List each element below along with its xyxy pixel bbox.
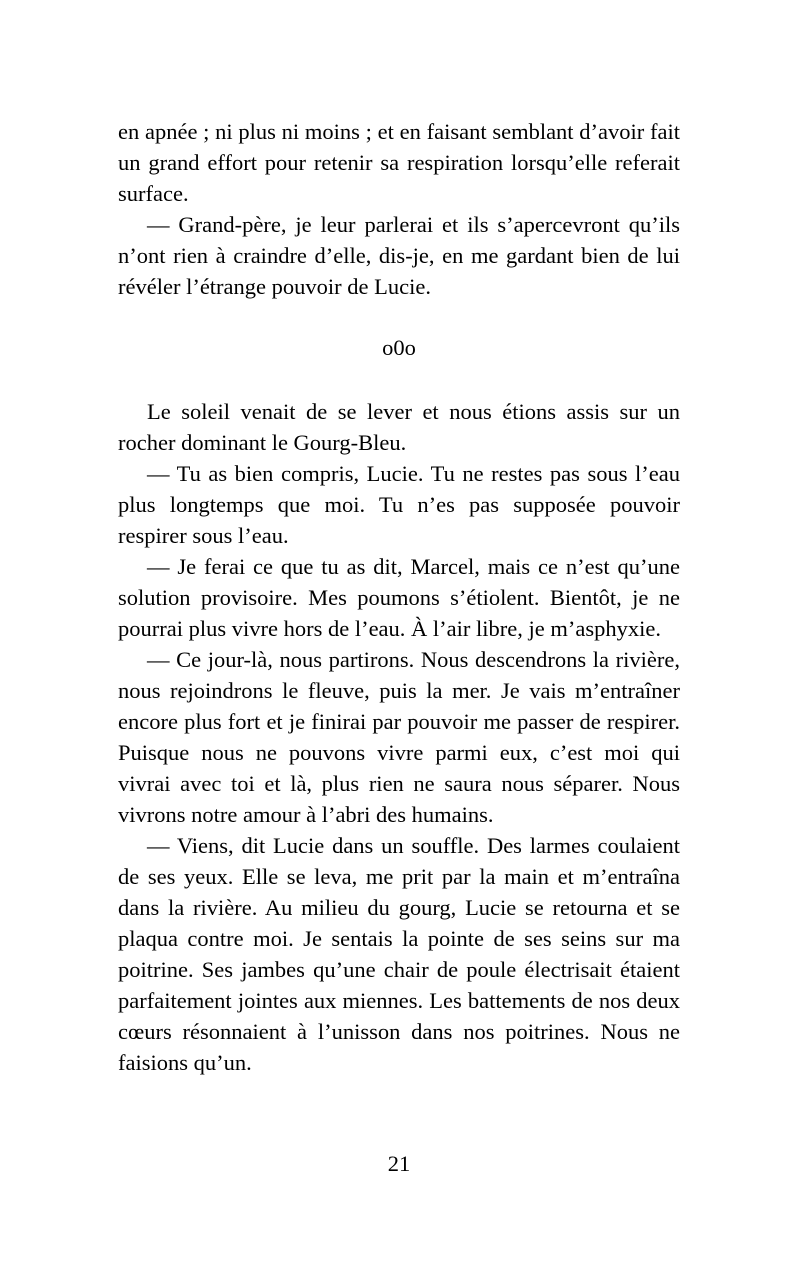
dialogue-paragraph: — Grand-père, je leur parlerai et ils s’apercevront qu’ils n’ont rien à craindre d’elle, dis-je, en me gardant bien de lui révéler l’étrange pouvoir de Lucie. [118, 212, 680, 299]
dialogue-paragraph: — Tu as bien compris, Lucie. Tu ne restes pas sous l’eau plus longtemps que moi. Tu n’es pas supposée pouvoir respirer sous l’eau. [118, 461, 680, 548]
paragraph: en apnée ; ni plus ni moins ; et en faisant semblant d’avoir fait un grand effort pour retenir sa respiration lorsqu’elle referait surface. [118, 119, 680, 206]
page-number: 21 [387, 1151, 411, 1176]
page-body [118, 116, 680, 1078]
section-separator: o0o [382, 335, 416, 360]
dialogue-paragraph: — Viens, dit Lucie dans un souffle. Des larmes coulaient de ses yeux. Elle se leva, me prit par la main et m’entraîna dans la rivière. Au milieu du gourg, Lucie se retourna et se plaqua contre moi. Je sentais la pointe de ses seins sur ma poitrine. Ses jambes qu’une chair de poule électrisait étaient parfaitement jointes aux miennes. Les battements de nos deux cœurs résonnaient à l’unisson dans nos poitrines. Nous ne faisions qu’un. [118, 833, 680, 1075]
dialogue-paragraph: — Je ferai ce que tu as dit, Marcel, mais ce n’est qu’une solution provisoire. Mes poumons s’étiolent. Bientôt, je ne pourrai plus vivre hors de l’eau. À l’air libre, je m’asphyxie. [118, 554, 680, 641]
paragraph: Le soleil venait de se lever et nous étions assis sur un rocher dominant le Gourg-Bleu. [118, 399, 680, 455]
dialogue-paragraph: — Ce jour-là, nous partirons. Nous descendrons la rivière, nous rejoindrons le fleuve, puis la mer. Je vais m’entraîner encore plus fort et je finirai par pouvoir me passer de respirer. Puisque nous ne pouvons vivre parmi eux, c’est moi qui vivrai avec toi et là, plus rien ne saura nous séparer. Nous vivrons notre amour à l’abri des humains. [118, 647, 680, 827]
